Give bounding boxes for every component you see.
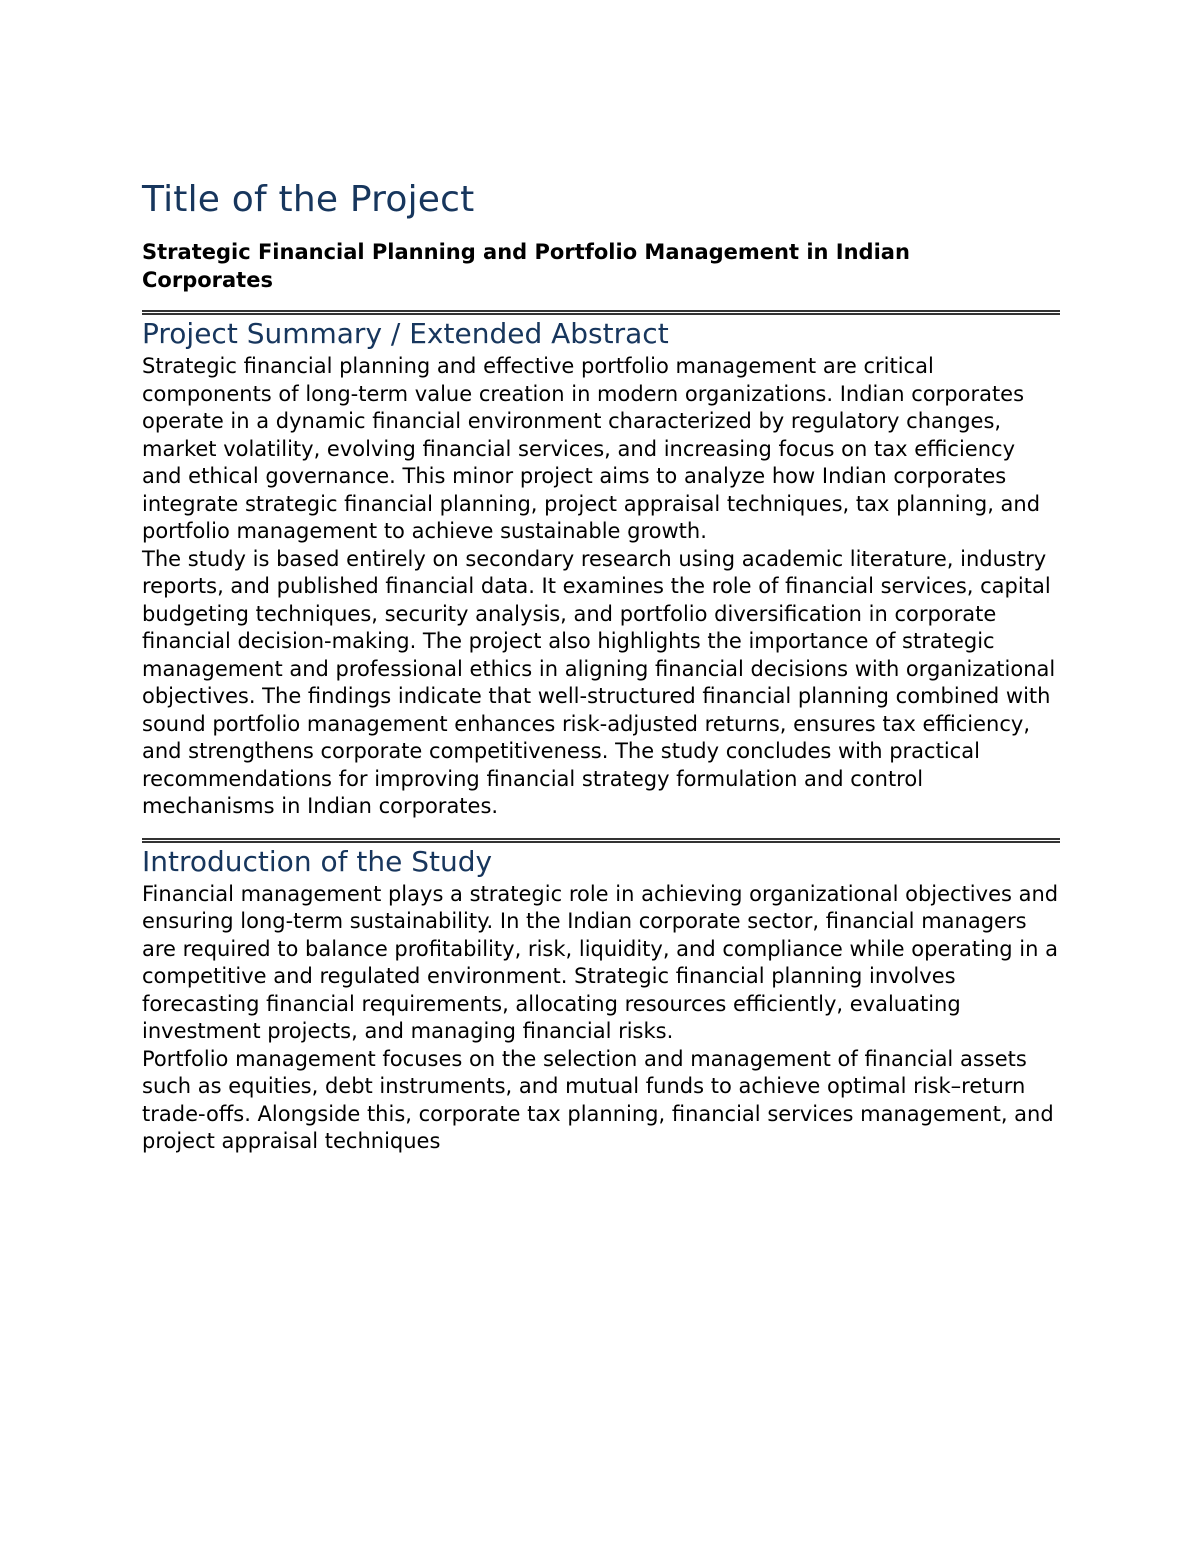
section-heading: Project Summary / Extended Abstract [142,317,669,350]
section-project-summary [142,315,1060,821]
body-paragraph: The study is based entirely on secondary research using academic literature, industry reports, and published financial data. It examines the role of financial services, capital budgeting techniques, security analysis, and portfolio diversification in corporate financial decision-making. The project also highlights the importance of strategic management and professional ethics in aligning financial decisions with organizational objectives. The findings indicate that well-structured financial planning combined with sound portfolio management enhances risk-adjusted returns, ensures tax efficiency, and strengthens corporate competitiveness. The study concludes with practical recommendations for improving financial strategy formulation and control mechanisms in Indian corporates. [142,546,1056,818]
body-paragraph: Financial management plays a strategic role in achieving organizational objectives and ensuring long-term sustainability. In the Indian corporate sector, financial managers are required to balance profitability, risk, liquidity, and compliance while operating in a competitive and regulated environment. Strategic financial planning involves forecasting financial requirements, allocating resources efficiently, evaluating investment projects, and managing financial risks. [142,881,1059,1043]
document-page [142,176,1060,1156]
section-heading: Introduction of the Study [142,844,493,878]
section-introduction [142,843,1060,1156]
document-title: Title of the Project [142,179,475,220]
body-paragraph: Portfolio management focuses on the selection and management of financial assets such as equities, debt instruments, and mutual funds to achieve optimal risk–return trade-offs. Alongside this, corporate tax planning, financial services management, and project appraisal techniques [142,1046,1054,1153]
body-paragraph: Strategic financial planning and effective portfolio management are critical components of long-term value creation in modern organizations. Indian corporates operate in a dynamic financial environment characterized by regulatory changes, market volatility, evolving financial services, and increasing focus on tax efficiency and ethical governance. This minor project aims to analyze how Indian corporates integrate strategic financial planning, project appraisal techniques, tax planning, and portfolio management to achieve sustainable growth. [142,354,1041,543]
project-subtitle: Strategic Financial Planning and Portfolio Management in Indian Corporates [142,240,910,292]
